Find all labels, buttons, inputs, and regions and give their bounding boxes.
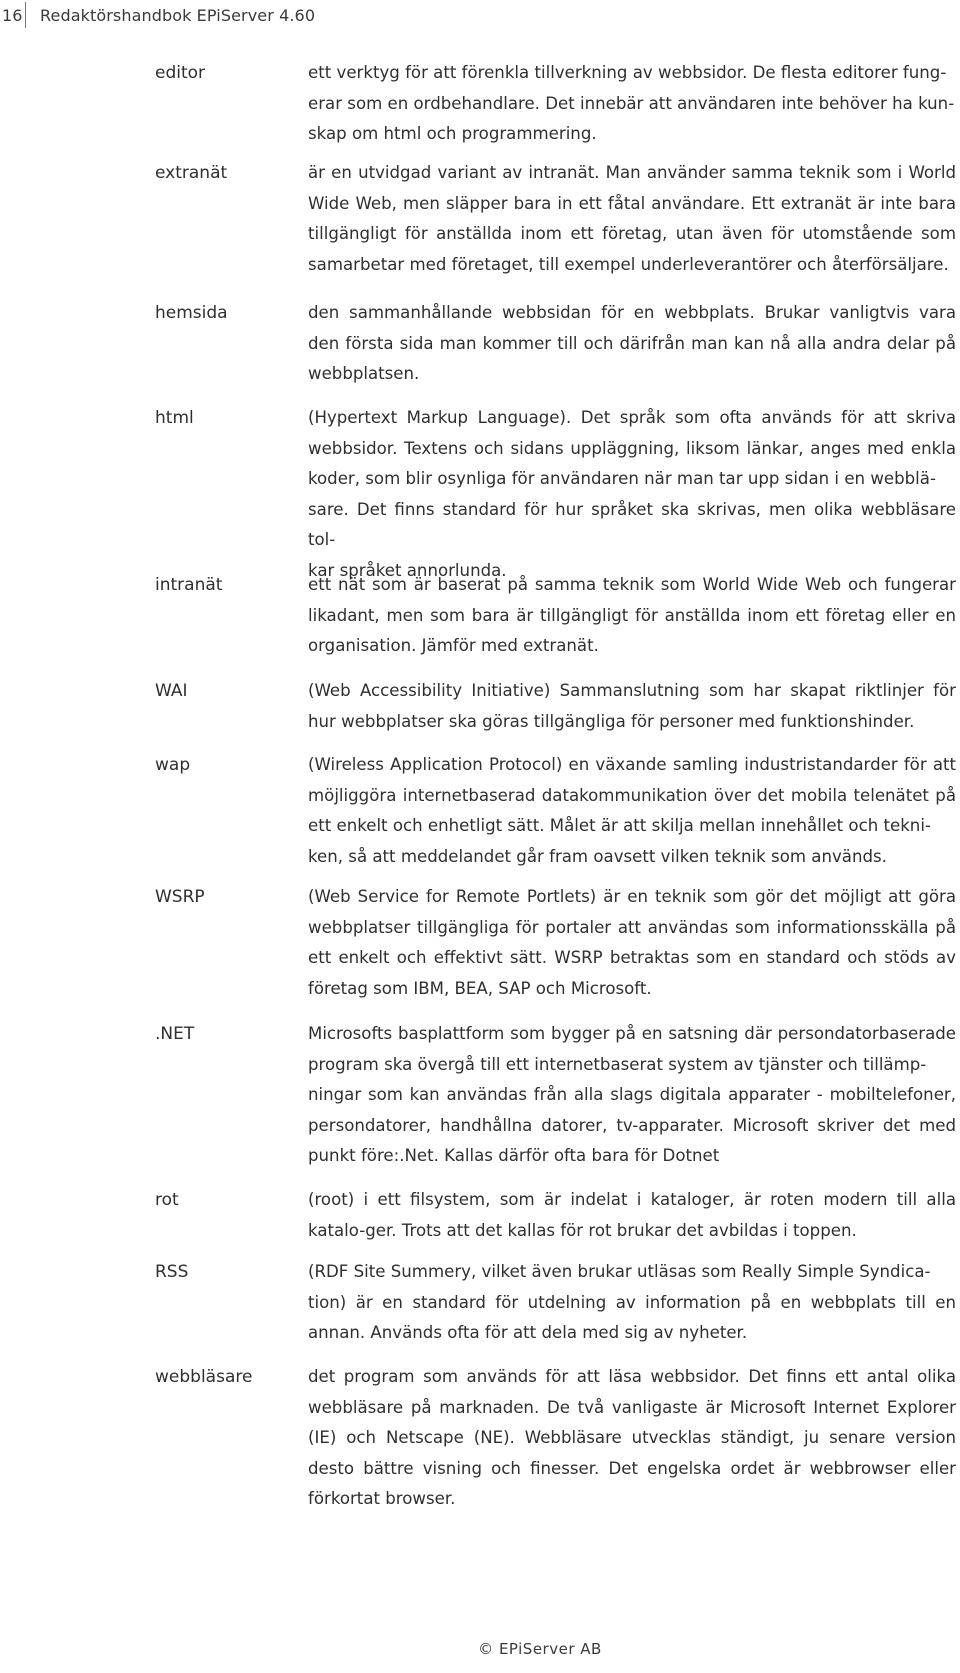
- header-divider: [25, 2, 26, 28]
- glossary-definition: ett verktyg för att förenkla tillverkning av webbsidor. De flesta editorer fung- erar som en ordbehandlare. Det innebär att användaren inte behöver ha kun- skap om html och programmering.: [308, 63, 955, 144]
- book-title: Redaktörshandbok EPiServer 4.60: [40, 5, 316, 25]
- glossary-definition: den sammanhållande webbsidan för en webbplats. Brukar vanligtvis vara den första sida man kommer till och därifrån man kan nå alla andra delar på webbplatsen.: [308, 303, 956, 384]
- glossary-term: WAI: [155, 681, 188, 701]
- glossary-definition: Microsofts basplattform som bygger på en satsning där persondatorbaserade program ska övergå till ett internetbaserat system av tjänster och tillämp- ningar som kan användas från alla slags digitala apparater - mobiltelefoner, persondatorer, handhållna datorer, tv-apparater. Microsoft skriver det med punkt före:.Net. Kallas därför ofta bara för Dotnet: [308, 1024, 956, 1166]
- copyright-text: © EPiServer AB: [478, 1640, 602, 1658]
- glossary-definition: (RDF Site Summery, vilket även brukar utläsas som Really Simple Syndica- tion) är en standard för utdelning av information på en webbplats till en annan. Används ofta för att dela med sig av nyheter.: [308, 1262, 956, 1343]
- glossary-term: wap: [155, 755, 191, 775]
- glossary-term: extranät: [155, 163, 228, 183]
- glossary-term: .NET: [155, 1024, 195, 1044]
- glossary-term: webbläsare: [155, 1367, 253, 1387]
- glossary-term: WSRP: [155, 887, 205, 907]
- glossary-term: rot: [155, 1190, 179, 1210]
- glossary-definition: är en utvidgad variant av intranät. Man använder samma teknik som i World Wide Web, men släpper bara in ett fåtal användare. Ett extranät är inte bara tillgängligt för anställda inom ett företag, utan även för utomstående som samarbetar med företaget, till exempel underleverantörer och återförsäljare.: [308, 163, 956, 274]
- glossary-definition: ett nät som är baserat på samma teknik som World Wide Web och fungerar likadant, men som bara är tillgängligt för anställda inom ett företag eller en organisation. Jämför med extranät.: [308, 575, 956, 656]
- glossary-definition: (Web Service for Remote Portlets) är en teknik som gör det möjligt att göra webbplatser tillgängliga för portaler att användas som informationsskälla på ett enkelt och effektivt sätt. WSRP betraktas som en standard och stöds av företag som IBM, BEA, SAP och Microsoft.: [308, 887, 956, 998]
- page-footer: [0, 1640, 960, 1658]
- glossary-definition: (Wireless Application Protocol) en växande samling industristandarder för att möjliggöra internetbaserad datakommunikation över det mobila telenätet på ett enkelt och enhetligt sätt. Målet är att skilja mellan innehållet och tekni- ken, så att meddelandet går fram oavsett vilken teknik som används.: [308, 755, 956, 866]
- glossary-term: hemsida: [155, 303, 228, 323]
- page-header: [0, 0, 315, 30]
- glossary-definition: (Web Accessibility Initiative) Sammanslutning som har skapat riktlinjer för hur webbplatser ska göras tillgängliga för personer med funktionshinder.: [308, 681, 956, 731]
- glossary-term: intranät: [155, 575, 223, 595]
- page-number: 16: [2, 5, 23, 25]
- glossary-term: html: [155, 408, 194, 428]
- glossary-term: editor: [155, 63, 206, 83]
- glossary-definition: det program som används för att läsa webbsidor. Det finns ett antal olika webbläsare på marknaden. De två vanligaste är Microsoft Internet Explorer (IE) och Netscape (NE). Webbläsare utvecklas ständigt, ju senare version desto bättre visning och finesser. Det engelska ordet är webbrowser eller förkortat browser.: [308, 1367, 956, 1509]
- glossary-definition: (root) i ett filsystem, som är indelat i kataloger, är roten modern till alla katalo-ger. Trots att det kallas för rot brukar det avbildas i toppen.: [308, 1190, 956, 1240]
- glossary-term: RSS: [155, 1262, 189, 1282]
- glossary-definition: (Hypertext Markup Language). Det språk som ofta används för att skriva webbsidor. Textens och sidans uppläggning, liksom länkar, anges med enkla koder, som blir osynliga för användaren när man tar upp sidan i en webblä- sare. Det finns standard för hur språket ska skrivas, men olika webbläsare tol- kar språket annorlunda.: [308, 408, 956, 580]
